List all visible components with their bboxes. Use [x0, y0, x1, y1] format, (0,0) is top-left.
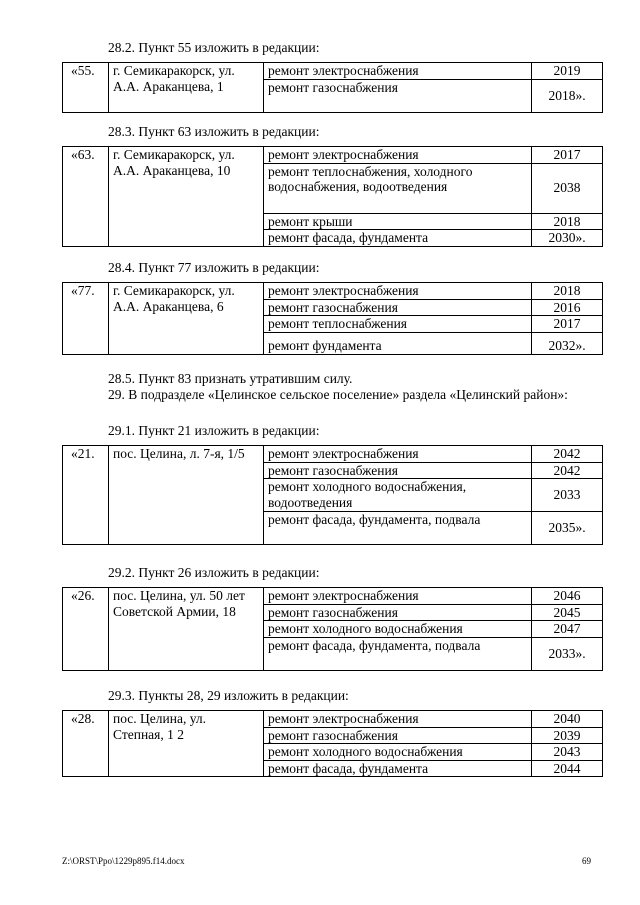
work-cell: ремонт электроснабжения	[264, 147, 532, 164]
section-heading: 28.5. Пункт 83 признать утратившим силу.	[108, 371, 353, 386]
work-cell: ремонт холодного водоснабжения	[264, 744, 532, 761]
work-cell: ремонт крыши	[264, 213, 532, 230]
item-address: г. Семикаракорск, ул. А.А. Араканцева, 1	[109, 63, 264, 113]
section-heading: 28.3. Пункт 63 изложить в редакции:	[108, 124, 320, 139]
section-heading: 28.4. Пункт 77 изложить в редакции:	[108, 260, 320, 275]
year-cell: 2030».	[532, 230, 603, 247]
item-address: пос. Целина, л. 7-я, 1/5	[109, 446, 264, 545]
section-heading: 28.2. Пункт 55 изложить в редакции:	[108, 40, 320, 55]
work-cell: ремонт газоснабжения	[264, 299, 532, 316]
work-cell: ремонт электроснабжения	[264, 588, 532, 605]
table-item-55	[62, 62, 603, 113]
work-cell: ремонт теплоснабжения, холодного водоснабжения, водоотведения	[264, 163, 532, 213]
section-heading: 29.1. Пункт 21 изложить в редакции:	[108, 423, 320, 438]
year-cell: 2040	[532, 711, 603, 728]
work-cell: ремонт фундамента	[264, 332, 532, 354]
table-item-28	[62, 710, 603, 777]
work-cell: ремонт электроснабжения	[264, 446, 532, 463]
item-number: «55.	[63, 63, 109, 113]
work-cell: ремонт газоснабжения	[264, 462, 532, 479]
table-item-21	[62, 445, 603, 545]
year-cell: 2032».	[532, 332, 603, 354]
item-address: г. Семикаракорск, ул. А.А. Араканцева, 10	[109, 147, 264, 247]
year-cell: 2033».	[532, 637, 603, 670]
year-cell: 2043	[532, 744, 603, 761]
year-cell: 2042	[532, 462, 603, 479]
year-cell: 2018	[532, 283, 603, 300]
year-cell: 2016	[532, 299, 603, 316]
year-cell: 2038	[532, 163, 603, 213]
work-cell: ремонт холодного водоснабжения, водоотведения	[264, 479, 532, 512]
work-cell: ремонт фасада, фундамента	[264, 230, 532, 247]
year-cell: 2018	[532, 213, 603, 230]
item-address: пос. Целина, ул. Степная, 1 2	[109, 711, 264, 777]
item-number: «21.	[63, 446, 109, 545]
year-cell: 2035».	[532, 512, 603, 545]
year-cell: 2045	[532, 604, 603, 621]
year-cell: 2019	[532, 63, 603, 80]
work-cell: ремонт электроснабжения	[264, 283, 532, 300]
section-paragraph: 29. В подразделе «Целинское сельское поселение» раздела «Целинский район»:	[108, 387, 568, 402]
year-cell: 2033	[532, 479, 603, 512]
year-cell: 2047	[532, 621, 603, 638]
item-number: «26.	[63, 588, 109, 671]
section-heading: 29.2. Пункт 26 изложить в редакции:	[108, 565, 320, 580]
work-cell: ремонт фасада, фундамента, подвала	[264, 637, 532, 670]
table-item-63	[62, 146, 603, 247]
work-cell: ремонт фасада, фундамента, подвала	[264, 512, 532, 545]
table-item-26	[62, 587, 603, 671]
year-cell: 2017	[532, 316, 603, 333]
year-cell: 2044	[532, 760, 603, 777]
item-address: г. Семикаракорск, ул. А.А. Араканцева, 6	[109, 283, 264, 355]
section-heading: 29.3. Пункты 28, 29 изложить в редакции:	[108, 688, 349, 703]
work-cell: ремонт электроснабжения	[264, 711, 532, 728]
item-number: «28.	[63, 711, 109, 777]
work-cell: ремонт фасада, фундамента	[264, 760, 532, 777]
table-item-77	[62, 282, 603, 355]
work-cell: ремонт газоснабжения	[264, 604, 532, 621]
work-cell: ремонт теплоснабжения	[264, 316, 532, 333]
year-cell: 2018».	[532, 79, 603, 112]
work-cell: ремонт холодного водоснабжения	[264, 621, 532, 638]
item-number: «63.	[63, 147, 109, 247]
item-address: пос. Целина, ул. 50 лет Советской Армии, 18	[109, 588, 264, 671]
page-number: 69	[582, 856, 591, 866]
year-cell: 2039	[532, 727, 603, 744]
year-cell: 2046	[532, 588, 603, 605]
footer-file-path: Z:\ORST\Ppo\1229p895.f14.docx	[62, 856, 185, 866]
year-cell: 2017	[532, 147, 603, 164]
year-cell: 2042	[532, 446, 603, 463]
work-cell: ремонт электроснабжения	[264, 63, 532, 80]
item-number: «77.	[63, 283, 109, 355]
work-cell: ремонт газоснабжения	[264, 79, 532, 112]
work-cell: ремонт газоснабжения	[264, 727, 532, 744]
